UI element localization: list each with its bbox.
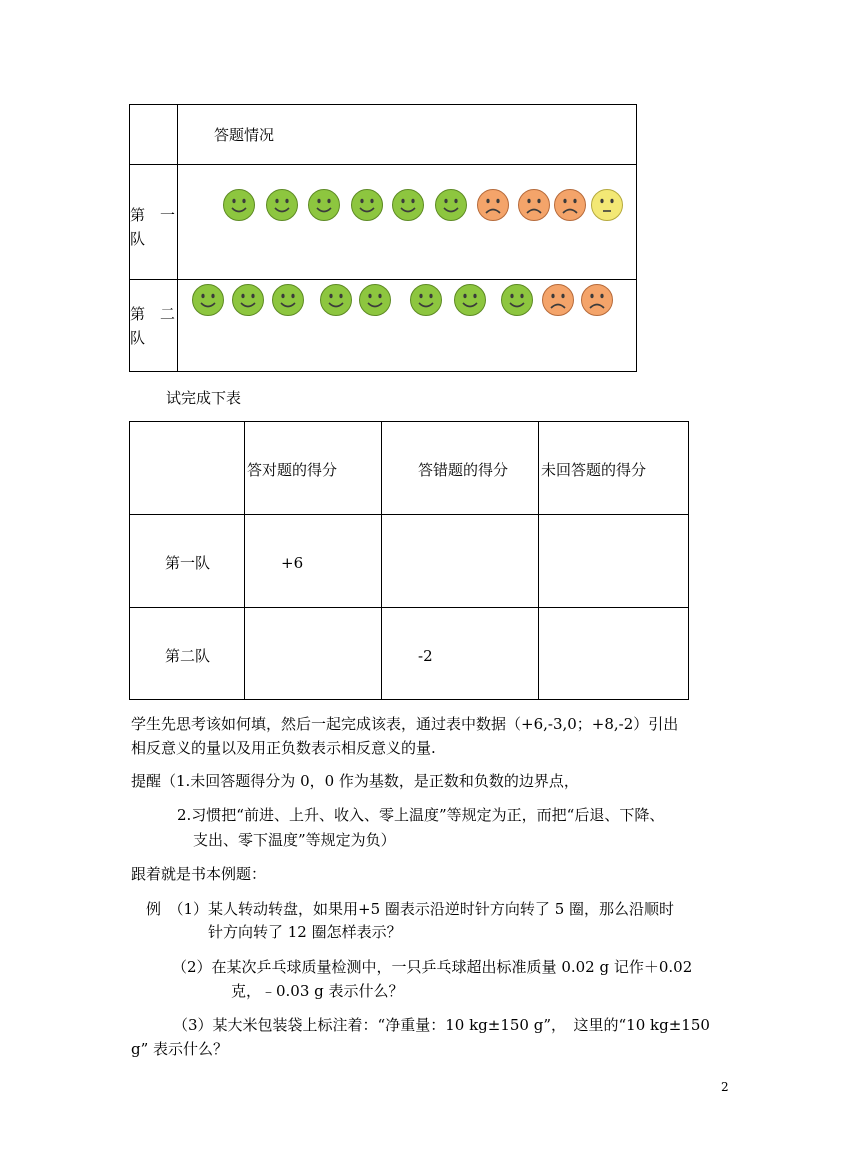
instruction-text: 试完成下表: [166, 389, 242, 407]
team1-label: 第 一队: [130, 206, 176, 248]
header-unanswered: 未回答题的得分: [541, 461, 647, 479]
row1-correct: +6: [281, 554, 304, 572]
paragraph-line2: 相反意义的量以及用正负数表示相反意义的量.: [131, 739, 436, 757]
sad-face-icon: [476, 188, 510, 222]
header-unanswered-cell: [539, 422, 689, 515]
happy-face-icon: [434, 188, 468, 222]
team1-label-cell: [130, 165, 178, 280]
answer-situation-table: [129, 104, 637, 372]
sad-face-icon: [580, 283, 614, 317]
sad-face-icon: [553, 188, 587, 222]
header-correct-cell: [245, 422, 382, 515]
header-correct: 答对题的得分: [247, 461, 338, 479]
row1-correct-cell: [245, 515, 382, 608]
happy-face-icon: [319, 283, 353, 317]
happy-face-icon: [222, 188, 256, 222]
row1-label: 第一队: [165, 554, 211, 572]
happy-face-icon: [265, 188, 299, 222]
example3-line1: （3）某大米包装袋上标注着：“净重量：10 kg±150 g”， 这里的“10 kg±150: [173, 1016, 710, 1034]
reminder-line1: 提醒（1.未回答题得分为 0，0 作为基数，是正数和负数的边界点，: [131, 772, 579, 790]
row2-label: 第二队: [165, 647, 211, 665]
followup-text: 跟着就是书本例题：: [131, 865, 267, 883]
example3-line2: g” 表示什么？: [131, 1040, 229, 1058]
reminder-line3: 支出、零下温度”等规定为负）: [193, 831, 396, 849]
team2-label: 第 二队: [130, 305, 176, 347]
answer-situation-header: 答题情况: [214, 125, 275, 144]
corner-cell: [130, 105, 178, 165]
neutral-face-icon: [590, 188, 624, 222]
header-wrong-cell: [382, 422, 539, 515]
team1-faces-cell: [178, 165, 637, 280]
happy-face-icon: [350, 188, 384, 222]
sad-face-icon: [541, 283, 575, 317]
header-wrong: 答错题的得分: [418, 461, 509, 479]
team2-label-cell: [130, 280, 178, 372]
happy-face-icon: [453, 283, 487, 317]
happy-face-icon: [409, 283, 443, 317]
happy-face-icon: [358, 283, 392, 317]
row1-wrong-cell: [382, 515, 539, 608]
happy-face-icon: [500, 283, 534, 317]
row2-correct-cell: [245, 608, 382, 700]
happy-face-icon: [231, 283, 265, 317]
sad-face-icon: [517, 188, 551, 222]
score-table: [129, 421, 689, 700]
page-number: 2: [721, 1080, 729, 1094]
row1-unanswered-cell: [539, 515, 689, 608]
row2-wrong-cell: [382, 608, 539, 700]
row1-label-cell: [130, 515, 245, 608]
happy-face-icon: [307, 188, 341, 222]
example1-line2: 针方向转了 12 圈怎样表示？: [208, 923, 402, 941]
row2-label-cell: [130, 608, 245, 700]
answer-situation-header-cell: [178, 105, 637, 165]
happy-face-icon: [391, 188, 425, 222]
happy-face-icon: [271, 283, 305, 317]
happy-face-icon: [191, 283, 225, 317]
score-table-corner: [130, 422, 245, 515]
example1-line1: 例 （1）某人转动转盘，如果用+5 圈表示沿逆时针方向转了 5 圈，那么沿顺时: [146, 900, 675, 918]
example2-line1: （2）在某次乒乓球质量检测中，一只乒乓球超出标准质量 0.02 g 记作＋0.02: [172, 958, 693, 976]
row2-unanswered-cell: [539, 608, 689, 700]
row2-wrong: -2: [418, 647, 433, 665]
reminder-line2: 2.习惯把“前进、上升、收入、零上温度”等规定为正，而把“后退、下降、: [177, 806, 665, 824]
paragraph-line1: 学生先思考该如何填，然后一起完成该表，通过表中数据（+6,-3,0；+8,-2）引出: [131, 715, 679, 733]
example2-line2: 克，﹣0.03 g 表示什么？: [231, 982, 404, 1000]
